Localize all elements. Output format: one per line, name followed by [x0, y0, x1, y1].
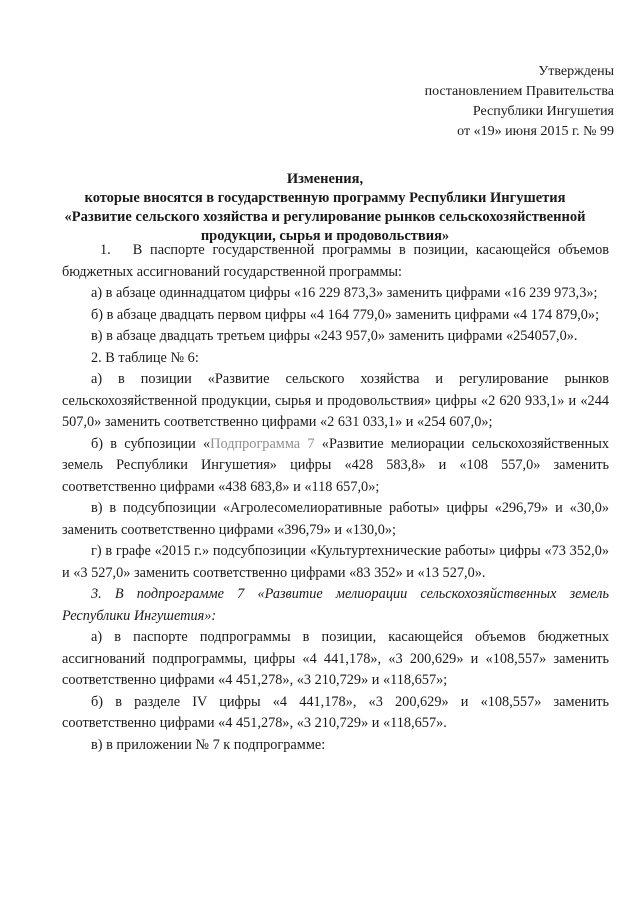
title-line-2: которые вносятся в государственную программу Республики Ингушетия: [84, 190, 566, 206]
paragraph-1: [62, 240, 609, 283]
paragraph-3b: б) в разделе IV цифры «4 441,178», «3 200,629» и «108,557» заменить соответственно цифрами «4 451,278», «3 210,729» и «118,657».: [62, 693, 609, 731]
subprogram-7-link[interactable]: Подпрограмма 7: [210, 435, 315, 452]
document-title: [40, 170, 610, 246]
paragraph-3: 3. В подпрограмме 7 «Развитие мелиорации сельскохозяйственных земель Республики Ингушетия»:: [62, 586, 609, 624]
paragraph-3c: в) в приложении № 7 к подпрограмме:: [91, 736, 326, 753]
approval-line-date: от «19» июня 2015 г. № 99: [457, 124, 614, 139]
title-line-3: «Развитие сельского хозяйства и регулирование рынков сельскохозяйственной: [64, 209, 586, 225]
paragraph-2a: а) в позиции «Развитие сельского хозяйства и регулирование рынков сельскохозяйственной продукции, сырья и продовольствия» цифры «2 620 933,1» и «244 507,0» заменить соответственно цифрами «2 631 033,1» и «254 607,0»;: [62, 371, 609, 430]
paragraph-1c: в) в абзаце двадцать третьем цифры «243 957,0» заменить цифрами «254057,0».: [91, 328, 578, 344]
paragraph-2c: в) в подсубпозиции «Агролесомелиоративные работы» цифры «296,79» и «30,0» заменить соответственно цифрами «396,79» и «130,0»;: [62, 500, 609, 538]
paragraph-2b-prefix: б) в субпозиции «: [91, 435, 211, 452]
approval-line-approved: Утверждены: [538, 64, 614, 79]
title-line-1: Изменения,: [286, 171, 364, 187]
approval-line-resolution: постановлением Правительства: [424, 84, 614, 99]
paragraph-1-number: 1.: [100, 242, 111, 258]
document-body: [62, 240, 609, 756]
approval-stamp: [425, 62, 614, 142]
paragraph-1a: а) в абзаце одиннадцатом цифры «16 229 873,3» заменить цифрами «16 239 973,3»;: [91, 285, 598, 301]
paragraph-1-text: В паспорте государственной программы в позиции, касающейся объемов бюджетных ассигнований государственной программы:: [62, 242, 609, 280]
paragraph-2b-suffix: «Развитие мелиорации сельскохозяйственных земель Республики Ингушетия» цифры «428 583,8» и «108 557,0» заменить соответственно цифрами «438 683,8» и «118 657,0»;: [62, 435, 609, 495]
paragraph-3a: а) в паспорте подпрограммы в позиции, касающейся объемов бюджетных ассигнований подпрограммы, цифры «4 441,178», «3 200,629» и «108,557» заменить соответственно цифрами «4 451,278», «3 210,729» и «118,657»;: [62, 629, 609, 688]
paragraph-2b: [62, 434, 609, 499]
approval-line-republic: Республики Ингушетия: [472, 104, 614, 119]
paragraph-2: 2. В таблице № 6:: [91, 349, 199, 366]
paragraph-1b: б) в абзаце двадцать первом цифры «4 164 779,0» заменить цифрами «4 174 879,0»;: [91, 306, 600, 323]
paragraph-2d: г) в графе «2015 г.» подсубпозиции «Культуртехнические работы» цифры «73 352,0» и «3 527,0» заменить соответственно цифрами «83 352» и «13 527,0».: [62, 543, 609, 581]
title-line-4: продукции, сырья и продовольствия»: [200, 228, 450, 244]
